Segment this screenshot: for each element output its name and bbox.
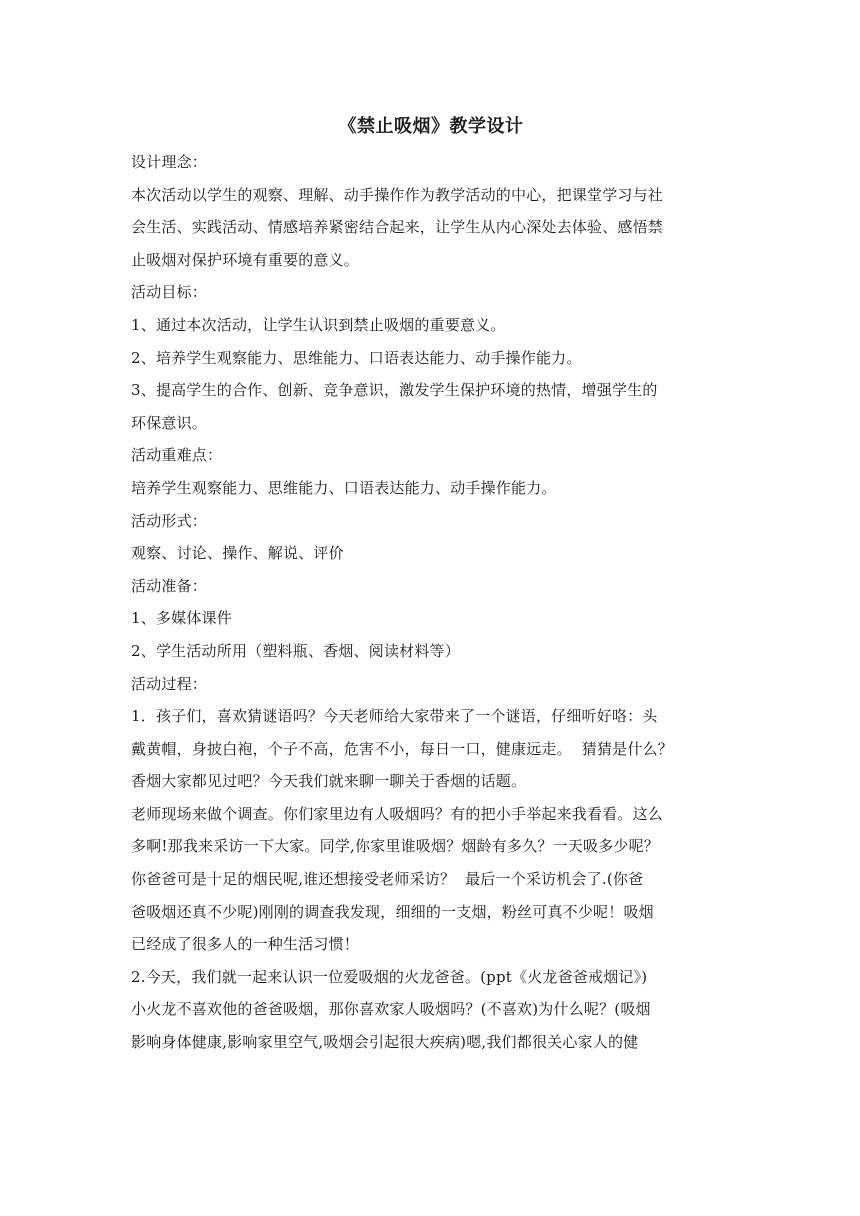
section-heading-preparation: 活动准备：: [131, 576, 208, 595]
paragraph-line: 观察、讨论、操作、解说、评价: [131, 544, 344, 563]
paragraph-line: 会生活、实践活动、情感培养紧密结合起来，让学生从内心深处去体验、感悟禁: [131, 218, 664, 237]
paragraph-line: 1．孩子们，喜欢猜谜语吗？今天老师给大家带来了一个谜语，仔细听好咯：头: [131, 707, 658, 726]
paragraph-line: 戴黄帽，身披白袍，个子不高，危害不小，每日一口，健康远走。 猜猜是什么？: [131, 739, 673, 758]
paragraph-line: 本次活动以学生的观察、理解、动手操作作为教学活动的中心，把课堂学习与社: [131, 185, 664, 204]
paragraph-line: 止吸烟对保护环境有重要的意义。: [131, 250, 360, 269]
section-heading-activity-form: 活动形式：: [131, 511, 208, 530]
paragraph-line: 影响身体健康,影响家里空气,吸烟会引起很大疾病)嗯,我们都很关心家人的健: [131, 1033, 639, 1052]
section-heading-design-concept: 设计理念：: [131, 153, 208, 171]
paragraph-line: 老师现场来做个调查。你们家里边有人吸烟吗？有的把小手举起来我看看。这么: [131, 804, 664, 823]
document-title: 《禁止吸烟》教学设计: [338, 116, 524, 137]
paragraph-line: 培养学生观察能力、思维能力、口语表达能力、动手操作能力。: [131, 478, 557, 497]
section-heading-process: 活动过程：: [131, 674, 208, 693]
paragraph-line: 多啊!那我来采访一下大家。同学,你家里谁吸烟？烟龄有多久？一天吸多少呢？: [131, 837, 659, 856]
paragraph-line: 已经成了很多人的一种生活习惯！: [131, 935, 360, 954]
section-heading-key-points: 活动重难点：: [131, 446, 223, 465]
list-item: 1、通过本次活动，让学生认识到禁止吸烟的重要意义。: [131, 315, 506, 334]
document-body: [131, 146, 731, 1059]
paragraph-line: 爸吸烟还真不少呢)刚刚的调查我发现，细细的一支烟，粉丝可真不少呢！吸烟: [131, 902, 654, 921]
list-item: 1、多媒体课件: [131, 609, 232, 628]
document-page: [131, 109, 731, 1059]
list-item: 3、提高学生的合作、创新、竞争意识，激发学生保护环境的热情，增强学生的: [131, 381, 658, 400]
paragraph-line: 香烟大家都见过吧？今天我们就来聊一聊关于香烟的话题。: [131, 772, 527, 791]
list-item: 2、学生活动所用（塑料瓶、香烟、阅读材料等）: [131, 641, 460, 660]
paragraph-line: 2.今天，我们就一起来认识一位爱吸烟的火龙爸爸。(ppt《火龙爸爸戒烟记》): [131, 967, 648, 986]
paragraph-line: 小火龙不喜欢他的爸爸吸烟，那你喜欢家人吸烟吗？(不喜欢)为什么呢？(吸烟: [131, 1000, 651, 1019]
section-heading-activity-goals: 活动目标：: [131, 283, 208, 302]
list-item: 环保意识。: [131, 413, 208, 432]
paragraph-line: 你爸爸可是十足的烟民呢,谁还想接受老师采访？ 最后一个采访机会了.(你爸: [131, 870, 644, 889]
list-item: 2、培养学生观察能力、思维能力、口语表达能力、动手操作能力。: [131, 348, 582, 367]
